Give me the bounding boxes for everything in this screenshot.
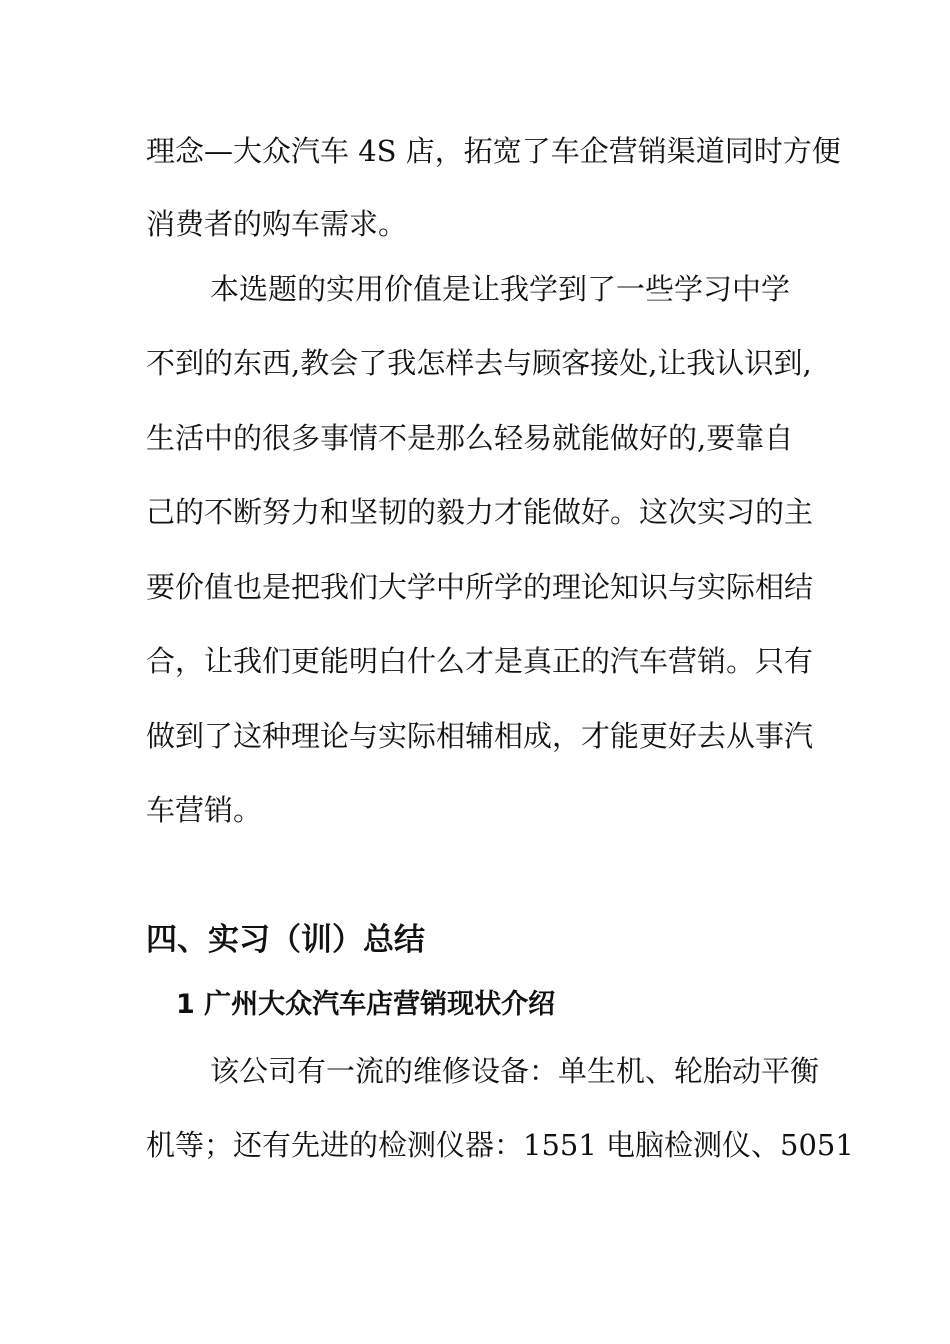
- paragraph-3-line-2: 机等；还有先进的检测仪器：1551 电脑检测仪、5051: [146, 1128, 854, 1162]
- paragraph-1-line-2: 消费者的购车需求。: [146, 207, 408, 241]
- subsection-heading: 1 广州大众汽车店营销现状介绍: [176, 989, 556, 1020]
- paragraph-2-line-2: 不到的东西,教会了我怎样去与顾客接处,让我认识到,: [146, 346, 812, 380]
- paragraph-3-line-1: 该公司有一流的维修设备：单生机、轮胎动平衡: [210, 1054, 820, 1088]
- paragraph-2-line-7: 做到了这种理论与实际相辅相成，才能更好去从事汽: [146, 719, 814, 753]
- paragraph-2-line-4: 己的不断努力和坚韧的毅力才能做好。这次实习的主: [146, 495, 814, 529]
- paragraph-2-line-6: 合，让我们更能明白什么才是真正的汽车营销。只有: [146, 644, 814, 678]
- paragraph-2-line-3: 生活中的很多事情不是那么轻易就能做好的,要靠自: [146, 421, 794, 455]
- paragraph-1-line-1: 理念—大众汽车 4S 店，拓宽了车企营销渠道同时方便: [146, 134, 841, 168]
- section-heading: 四、实习（训）总结: [146, 922, 425, 958]
- paragraph-2-line-5: 要价值也是把我们大学中所学的理论知识与实际相结: [146, 570, 814, 604]
- paragraph-2-line-8: 车营销。: [146, 793, 263, 827]
- paragraph-2-line-1: 本选题的实用价值是让我学到了一些学习中学: [210, 272, 791, 306]
